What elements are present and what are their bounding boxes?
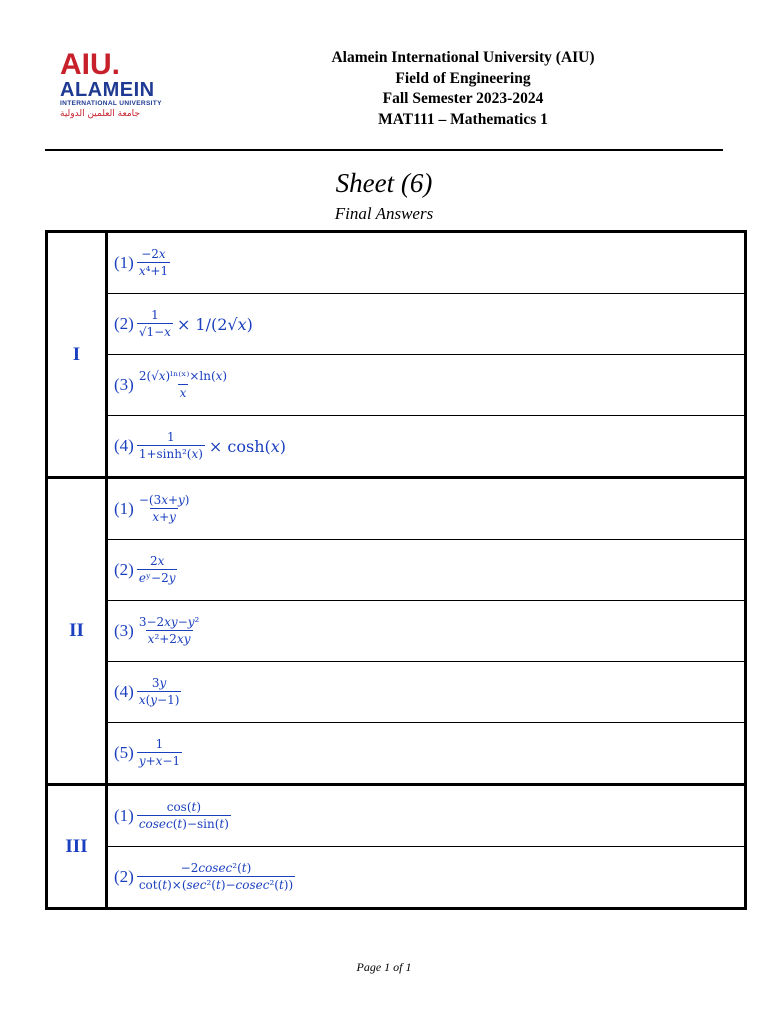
- answer-i-3: [114, 369, 744, 401]
- document-header: [300, 48, 626, 130]
- numerator: −2𝑥: [141, 247, 166, 261]
- answer-cell: [107, 847, 746, 909]
- answer-cell: [107, 601, 746, 662]
- answer-suffix: × cosh(𝑥): [208, 436, 287, 456]
- denominator: 𝑥+𝑦: [152, 510, 176, 524]
- answer-cell: [107, 540, 746, 601]
- answer-fraction: [137, 430, 205, 462]
- logo-arabic: جامعة العلمين الدولية: [60, 109, 140, 119]
- answer-suffix: × 1/(2√𝑥): [176, 314, 253, 334]
- answer-iii-2: [114, 861, 744, 893]
- answer-number: (3): [114, 621, 134, 640]
- answer-i-4: [114, 430, 744, 462]
- answer-fraction: [137, 800, 231, 832]
- table-row: [47, 723, 746, 785]
- denominator: 𝑥: [179, 386, 187, 400]
- group-label-ii: II: [47, 478, 107, 785]
- denominator: 𝑐𝑜𝑠𝑒𝑐(𝑡)−sin(𝑡): [138, 817, 229, 831]
- table-row: [47, 785, 746, 847]
- header-course: MAT111 – Mathematics 1: [378, 110, 548, 128]
- logo-tagline: INTERNATIONAL UNIVERSITY: [60, 100, 162, 107]
- answer-fraction: [137, 615, 202, 647]
- answer-ii-1: [114, 493, 744, 525]
- answer-fraction: [137, 737, 182, 769]
- answer-number: (2): [114, 560, 134, 579]
- answer-fraction: [137, 493, 192, 525]
- denominator: 𝑥(𝑦−1): [138, 693, 180, 707]
- answer-cell: [107, 355, 746, 416]
- answer-number: (5): [114, 743, 134, 762]
- answer-number: (4): [114, 682, 134, 701]
- denominator: 1+sinh²(𝑥): [138, 447, 203, 461]
- answer-cell: [107, 478, 746, 540]
- answer-cell: [107, 416, 746, 478]
- university-logo: [60, 50, 190, 122]
- logo-brand: AIU.: [60, 48, 120, 81]
- denominator: cot(𝑡)×(𝑠𝑒𝑐²(𝑡)−𝑐𝑜𝑠𝑒𝑐²(𝑡)): [138, 878, 294, 892]
- table-row: [47, 601, 746, 662]
- table-row: [47, 355, 746, 416]
- header-semester: Fall Semester 2023-2024: [382, 90, 544, 107]
- answer-fraction: [137, 861, 295, 893]
- answer-ii-3: [114, 615, 744, 647]
- denominator: 𝑦+𝑥−1: [138, 754, 181, 768]
- answer-ii-4: [114, 676, 744, 708]
- answer-i-2: [114, 308, 744, 340]
- answer-cell: [107, 294, 746, 355]
- denominator: 𝑥⁴+1: [138, 264, 169, 278]
- logo-name: ALAMEIN: [60, 79, 155, 101]
- numerator: 1: [151, 308, 159, 322]
- table-row: [47, 540, 746, 601]
- numerator: 1: [167, 430, 175, 444]
- answer-number: (2): [114, 867, 134, 886]
- numerator: 2𝑥: [149, 554, 165, 568]
- numerator: 3𝑦: [151, 676, 167, 690]
- numerator: 1: [155, 737, 164, 751]
- denominator: √1−𝑥: [138, 325, 171, 339]
- answer-cell: [107, 723, 746, 785]
- group-label-iii: III: [47, 785, 107, 909]
- denominator: 𝑥²+2𝑥𝑦: [147, 632, 191, 646]
- answer-cell: [107, 232, 746, 294]
- numerator: 2(√𝑥)ˡⁿ⁽ˣ⁾×ln(𝑥): [138, 369, 228, 383]
- answer-cell: [107, 785, 746, 847]
- table-row: [47, 847, 746, 909]
- table-row: [47, 294, 746, 355]
- answer-ii-2: [114, 554, 744, 586]
- answer-number: (4): [114, 436, 134, 455]
- denominator: 𝑒ʸ−2𝑦: [138, 571, 176, 585]
- answer-fraction: [137, 554, 178, 586]
- numerator: 3−2𝑥𝑦−𝑦²: [138, 615, 200, 629]
- answer-fraction: [137, 676, 182, 708]
- answer-fraction: [137, 247, 170, 279]
- answer-fraction: [137, 308, 173, 340]
- answer-number: (3): [114, 375, 134, 394]
- table-row: [47, 662, 746, 723]
- answer-number: (1): [114, 499, 134, 518]
- answer-iii-1: [114, 800, 744, 832]
- header-field: Field of Engineering: [395, 69, 531, 87]
- answer-cell: [107, 662, 746, 723]
- answers-table: [45, 230, 747, 910]
- table-row: [47, 478, 746, 540]
- page-footer: Page 1 of 1: [356, 960, 412, 974]
- header-university: Alamein International University (AIU): [331, 49, 595, 66]
- sheet-subtitle: Final Answers: [334, 204, 434, 223]
- numerator: cos(𝑡): [166, 800, 202, 814]
- answer-number: (2): [114, 314, 134, 333]
- numerator: −(3𝑥+𝑦): [138, 493, 190, 507]
- header-divider: [45, 149, 723, 151]
- answer-number: (1): [114, 806, 134, 825]
- answer-fraction: [137, 369, 229, 401]
- group-label-i: I: [47, 232, 107, 478]
- answer-number: (1): [114, 253, 134, 272]
- table-row: [47, 416, 746, 478]
- answer-ii-5: [114, 737, 744, 769]
- table-row: [47, 232, 746, 294]
- numerator: −2𝑐𝑜𝑠𝑒𝑐²(𝑡): [180, 861, 252, 875]
- sheet-title: Sheet (6): [335, 168, 433, 198]
- answer-i-1: [114, 247, 744, 279]
